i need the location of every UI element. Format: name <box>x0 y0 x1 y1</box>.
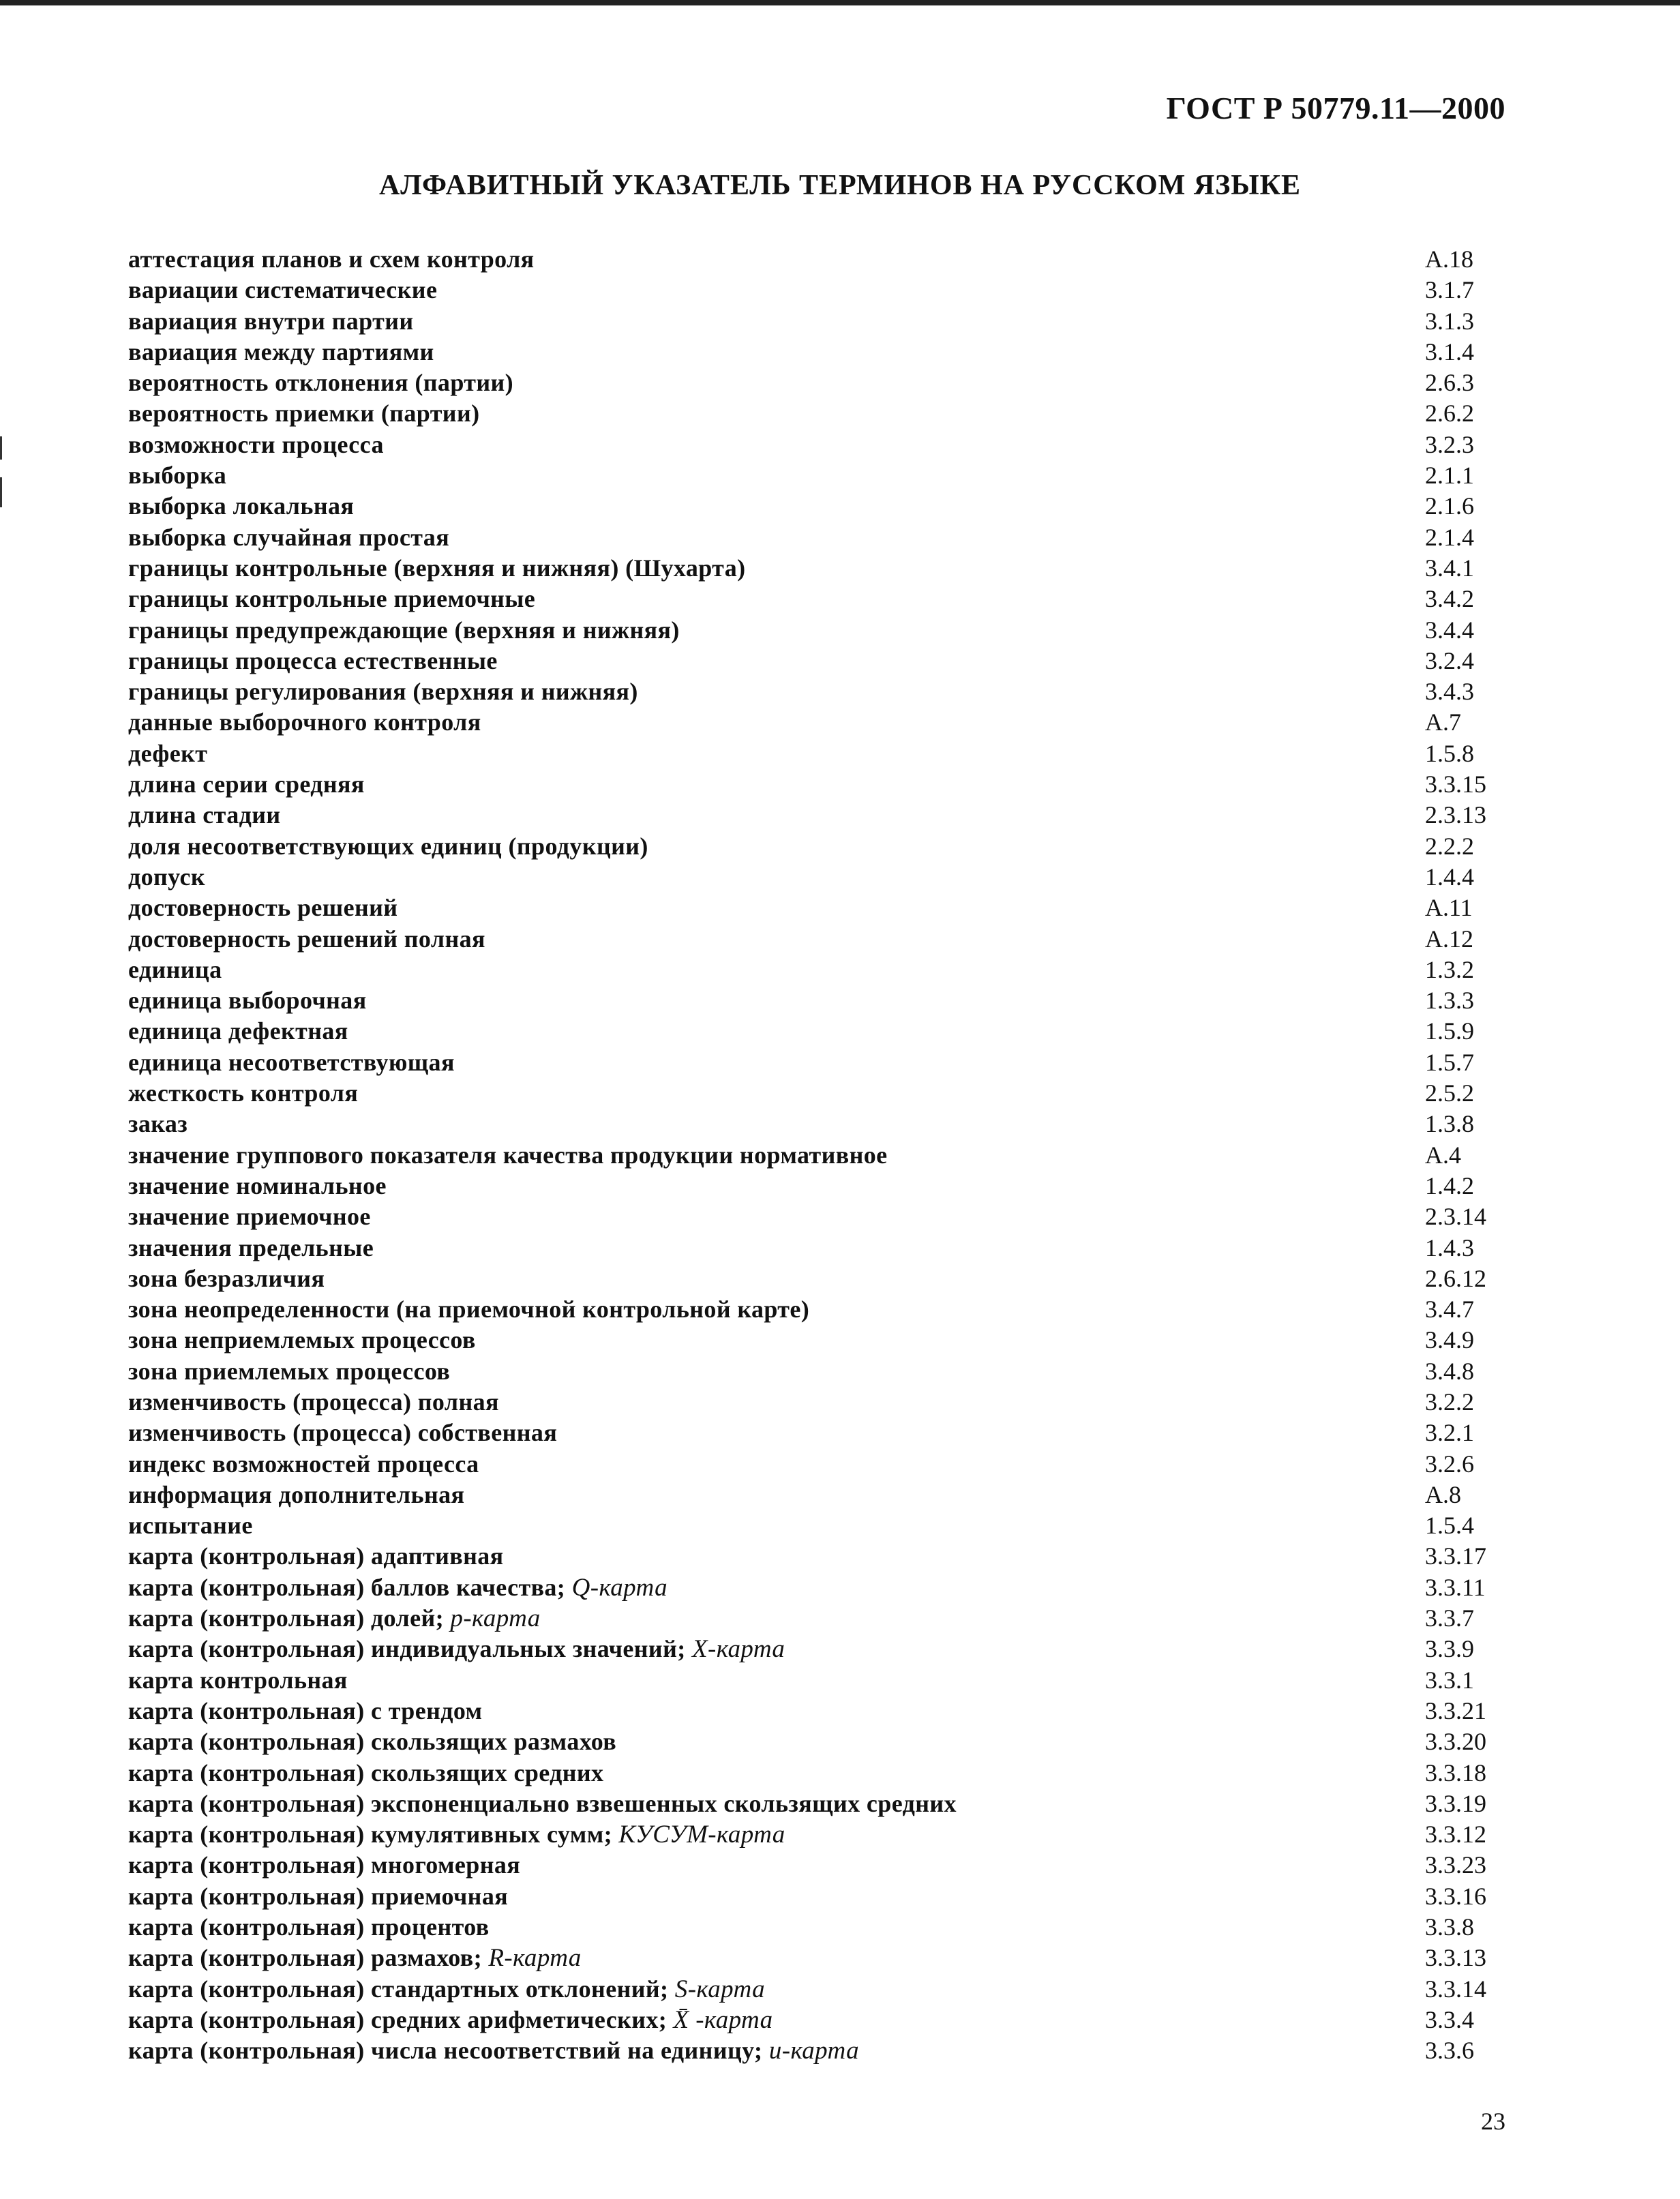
index-entry <box>128 368 1519 398</box>
term-text: вариации систематические <box>128 276 438 304</box>
index-reference: 1.5.9 <box>1425 1017 1474 1045</box>
term-text: границы регулирования (верхняя и нижняя) <box>128 678 638 706</box>
index-term <box>128 1850 520 1881</box>
index-reference: 3.2.4 <box>1425 646 1474 674</box>
index-term <box>128 1263 325 1294</box>
term-text: карта (контрольная) стандартных отклонений; <box>128 1975 675 2003</box>
term-text: выборка случайная простая <box>128 523 450 551</box>
index-term <box>128 1789 957 1819</box>
index-reference: 3.3.1 <box>1425 1666 1474 1694</box>
index-term <box>128 1047 455 1078</box>
term-text: индекс возможностей процесса <box>128 1450 479 1478</box>
term-text: изменчивость (процесса) собственная <box>128 1419 558 1447</box>
index-reference: 1.3.2 <box>1425 955 1474 983</box>
index-reference: 3.3.4 <box>1425 2005 1474 2033</box>
index-entry <box>128 862 1519 893</box>
index-entry <box>128 1171 1519 1201</box>
index-term <box>128 2035 859 2066</box>
index-term <box>128 1696 482 1726</box>
index-term <box>128 491 354 522</box>
term-text: выборка <box>128 462 227 490</box>
index-term <box>128 306 414 337</box>
index-reference: 3.4.4 <box>1425 616 1474 644</box>
index-entry <box>128 769 1519 800</box>
term-text: достоверность решений полная <box>128 925 485 953</box>
index-term <box>128 615 680 646</box>
term-chart-symbol: p-карта <box>450 1604 541 1633</box>
term-text: информация дополнительная <box>128 1480 465 1508</box>
index-reference: 2.6.3 <box>1425 369 1474 397</box>
term-index-list <box>128 244 1519 2067</box>
index-reference: 1.5.4 <box>1425 1512 1474 1540</box>
index-reference: 1.4.4 <box>1425 863 1474 891</box>
index-term <box>128 676 638 707</box>
index-reference: 3.3.8 <box>1425 1913 1474 1941</box>
index-term <box>128 1758 603 1789</box>
index-reference: 3.3.6 <box>1425 2037 1474 2065</box>
index-entry <box>128 1201 1519 1232</box>
term-text: вариация внутри партии <box>128 307 414 335</box>
index-term <box>128 2005 773 2035</box>
term-text: изменчивость (процесса) полная <box>128 1388 499 1416</box>
index-entry <box>128 1356 1519 1387</box>
index-entry <box>128 1881 1519 1912</box>
term-text: карта (контрольная) средних арифметических; <box>128 2005 674 2033</box>
term-text: карта (контрольная) с трендом <box>128 1696 483 1724</box>
index-reference: А.7 <box>1425 708 1461 736</box>
index-term <box>128 337 434 368</box>
index-term <box>128 460 226 491</box>
index-term <box>128 1171 387 1201</box>
term-text: зона приемлемых процессов <box>128 1357 451 1385</box>
index-entry <box>128 1140 1519 1171</box>
term-text: значение приемочное <box>128 1203 371 1231</box>
term-chart-symbol: X̄ -карта <box>673 2005 773 2034</box>
index-entry <box>128 738 1519 769</box>
index-entry <box>128 1603 1519 1634</box>
index-reference: 2.6.12 <box>1425 1264 1486 1292</box>
index-term <box>128 769 365 800</box>
index-entry <box>128 831 1519 862</box>
index-entry <box>128 1758 1519 1789</box>
index-reference: А.11 <box>1425 894 1473 922</box>
index-entry <box>128 1974 1519 2005</box>
term-text: карта (контрольная) экспоненциально взвешенных скользящих средних <box>128 1789 957 1817</box>
index-term <box>128 1016 348 1047</box>
index-entry <box>128 1541 1519 1572</box>
index-entry <box>128 1572 1519 1603</box>
term-text: аттестация планов и схем контроля <box>128 245 535 273</box>
index-reference: 2.6.2 <box>1425 400 1474 428</box>
index-term <box>128 800 281 831</box>
index-reference: 2.1.4 <box>1425 523 1474 551</box>
index-term <box>128 1140 888 1171</box>
term-text: единица дефектная <box>128 1017 348 1045</box>
index-entry <box>128 337 1519 368</box>
index-reference: 3.4.1 <box>1425 554 1474 582</box>
index-entry <box>128 1850 1519 1881</box>
index-reference: 2.5.2 <box>1425 1079 1474 1107</box>
index-entry <box>128 1078 1519 1109</box>
index-title: АЛФАВИТНЫЙ УКАЗАТЕЛЬ ТЕРМИНОВ НА РУССКОМ ЯЗЫКЕ <box>378 170 1302 201</box>
index-entry <box>128 275 1519 305</box>
term-text: карта (контрольная) процентов <box>128 1913 490 1941</box>
index-reference: 1.5.8 <box>1425 739 1474 767</box>
index-entry <box>128 1233 1519 1263</box>
index-entry <box>128 893 1519 923</box>
index-entry <box>128 707 1519 738</box>
index-entry <box>128 398 1519 429</box>
term-chart-symbol: X-карта <box>692 1635 785 1664</box>
term-text: вероятность отклонения (партии) <box>128 369 514 397</box>
index-reference: 3.1.4 <box>1425 338 1474 365</box>
term-text: карта (контрольная) индивидуальных значений; <box>128 1635 692 1663</box>
term-text: карта (контрольная) долей; <box>128 1604 451 1632</box>
index-term <box>128 1726 616 1757</box>
index-term <box>128 1201 371 1232</box>
index-entry <box>128 615 1519 646</box>
index-reference: 3.2.2 <box>1425 1388 1474 1416</box>
standard-code: ГОСТ Р 50779.11—2000 <box>1166 91 1505 125</box>
index-entry <box>128 1263 1519 1294</box>
margin-mark <box>0 436 2 460</box>
index-entry <box>128 1634 1519 1664</box>
index-entry <box>128 553 1519 584</box>
index-entry <box>128 676 1519 707</box>
index-reference: 3.3.20 <box>1425 1728 1486 1756</box>
index-entry <box>128 244 1519 275</box>
index-term <box>128 1418 557 1448</box>
index-reference: 3.3.11 <box>1425 1573 1486 1601</box>
index-term <box>128 1510 253 1541</box>
index-term <box>128 893 397 923</box>
index-entry <box>128 1943 1519 1973</box>
index-reference: 3.4.9 <box>1425 1326 1474 1354</box>
index-entry <box>128 1726 1519 1757</box>
index-entry <box>128 430 1519 460</box>
term-text: заказ <box>128 1110 188 1138</box>
term-text: карта (контрольная) адаптивная <box>128 1542 504 1570</box>
index-term <box>128 1572 668 1603</box>
index-reference: 3.4.7 <box>1425 1296 1474 1323</box>
index-entry <box>128 1016 1519 1047</box>
index-term <box>128 1634 785 1664</box>
index-entry <box>128 2005 1519 2035</box>
index-term <box>128 584 535 614</box>
term-text: достоверность решений <box>128 894 398 922</box>
term-chart-symbol: КУСУМ-карта <box>618 1821 785 1849</box>
index-term <box>128 1078 358 1109</box>
term-text: жесткость контроля <box>128 1079 359 1107</box>
term-text: зона неопределенности (на приемочной контрольной карте) <box>128 1296 810 1323</box>
index-term <box>128 831 648 862</box>
term-text: границы предупреждающие (верхняя и нижняя) <box>128 616 680 644</box>
term-text: карта (контрольная) приемочная <box>128 1882 509 1910</box>
index-reference: 3.4.2 <box>1425 585 1474 613</box>
index-reference: 3.3.15 <box>1425 771 1486 798</box>
index-term <box>128 738 207 769</box>
index-entry <box>128 2035 1519 2066</box>
index-entry <box>128 1912 1519 1943</box>
index-entry <box>128 1480 1519 1510</box>
term-text: значения предельные <box>128 1233 374 1261</box>
page-number: 23 <box>1481 2108 1505 2135</box>
index-reference: 3.3.14 <box>1425 1975 1486 2003</box>
term-chart-symbol: S-карта <box>674 1975 765 2003</box>
term-text: карта (контрольная) многомерная <box>128 1851 521 1879</box>
term-text: единица выборочная <box>128 987 367 1015</box>
index-reference: 3.3.23 <box>1425 1851 1486 1879</box>
index-entry <box>128 1789 1519 1819</box>
index-entry <box>128 1387 1519 1418</box>
index-term <box>128 275 437 305</box>
index-reference: А.12 <box>1425 925 1473 953</box>
term-text: вероятность приемки (партии) <box>128 400 480 428</box>
index-reference: 1.4.3 <box>1425 1233 1474 1261</box>
index-reference: А.4 <box>1425 1141 1461 1169</box>
term-text: данные выборочного контроля <box>128 708 481 736</box>
index-reference: 2.3.13 <box>1425 801 1486 829</box>
index-reference: 1.3.8 <box>1425 1110 1474 1138</box>
term-text: карта (контрольная) размахов; <box>128 1944 489 1972</box>
index-entry <box>128 491 1519 522</box>
index-entry <box>128 1510 1519 1541</box>
index-term <box>128 1974 765 2005</box>
index-reference: 3.2.3 <box>1425 430 1474 458</box>
index-entry <box>128 460 1519 491</box>
index-reference: 2.3.14 <box>1425 1203 1486 1231</box>
index-entry <box>128 1819 1519 1850</box>
index-entry <box>128 955 1519 985</box>
index-term <box>128 1912 490 1943</box>
index-reference: 3.3.7 <box>1425 1604 1474 1632</box>
index-entry <box>128 646 1519 676</box>
term-text: карта (контрольная) скользящих средних <box>128 1759 604 1786</box>
term-chart-symbol: Q-карта <box>571 1573 668 1602</box>
index-reference: 3.3.17 <box>1425 1542 1486 1570</box>
index-term <box>128 1233 374 1263</box>
index-entry <box>128 584 1519 614</box>
index-entry <box>128 306 1519 337</box>
index-reference: 3.3.18 <box>1425 1759 1486 1786</box>
index-entry <box>128 1449 1519 1480</box>
term-text: доля несоответствующих единиц (продукции) <box>128 832 648 860</box>
index-term <box>128 1603 541 1634</box>
index-entry <box>128 522 1519 553</box>
term-chart-symbol: u-карта <box>768 2037 860 2065</box>
index-reference: 3.3.9 <box>1425 1635 1474 1663</box>
index-term <box>128 1665 348 1696</box>
term-text: карта контрольная <box>128 1666 348 1694</box>
index-term <box>128 985 367 1016</box>
index-term <box>128 1881 508 1912</box>
index-entry <box>128 985 1519 1016</box>
term-text: единица несоответствующая <box>128 1048 455 1076</box>
term-text: единица <box>128 955 222 983</box>
index-reference: 3.3.19 <box>1425 1789 1486 1817</box>
margin-mark <box>0 477 2 507</box>
index-reference: 3.3.13 <box>1425 1944 1486 1972</box>
index-entry <box>128 1294 1519 1325</box>
index-term <box>128 368 513 398</box>
index-term <box>128 1449 479 1480</box>
index-entry <box>128 800 1519 831</box>
index-entry <box>128 1696 1519 1726</box>
index-reference: 3.2.6 <box>1425 1450 1474 1478</box>
index-term <box>128 1109 188 1139</box>
index-entry <box>128 1047 1519 1078</box>
index-term <box>128 1541 504 1572</box>
index-term <box>128 553 746 584</box>
index-reference: 3.1.7 <box>1425 276 1474 304</box>
term-text: границы процесса естественные <box>128 646 498 674</box>
index-term <box>128 1387 499 1418</box>
index-reference: А.18 <box>1425 245 1473 273</box>
index-entry <box>128 1109 1519 1139</box>
term-text: возможности процесса <box>128 430 384 458</box>
index-reference: 3.2.1 <box>1425 1419 1474 1447</box>
index-entry <box>128 1325 1519 1356</box>
index-term <box>128 1819 785 1850</box>
term-text: значение группового показателя качества продукции нормативное <box>128 1141 888 1169</box>
index-entry <box>128 1418 1519 1448</box>
term-text: карта (контрольная) числа несоответствий на единицу; <box>128 2037 769 2065</box>
index-entry <box>128 924 1519 955</box>
index-reference: 1.5.7 <box>1425 1048 1474 1076</box>
index-term <box>128 1325 476 1356</box>
index-reference: 2.1.1 <box>1425 462 1474 490</box>
term-text: границы контрольные (верхняя и нижняя) (Шухарта) <box>128 554 746 582</box>
index-term <box>128 955 222 985</box>
index-term <box>128 430 384 460</box>
index-term <box>128 244 535 275</box>
index-reference: 1.3.3 <box>1425 987 1474 1015</box>
index-term <box>128 1943 582 1973</box>
term-text: длина серии средняя <box>128 771 365 798</box>
index-entry <box>128 1665 1519 1696</box>
term-text: границы контрольные приемочные <box>128 585 536 613</box>
index-reference: 2.1.6 <box>1425 492 1474 520</box>
index-reference: 3.1.3 <box>1425 307 1474 335</box>
index-reference: 3.3.16 <box>1425 1882 1486 1910</box>
index-reference: 1.4.2 <box>1425 1171 1474 1199</box>
term-text: дефект <box>128 739 208 767</box>
index-reference: 3.3.12 <box>1425 1821 1486 1849</box>
index-term <box>128 1356 450 1387</box>
index-reference: А.8 <box>1425 1480 1461 1508</box>
term-text: зона безразличия <box>128 1264 325 1292</box>
term-chart-symbol: R-карта <box>488 1944 582 1973</box>
index-term <box>128 1294 809 1325</box>
term-text: выборка локальная <box>128 492 355 520</box>
term-text: зона неприемлемых процессов <box>128 1326 476 1354</box>
term-text: значение номинальное <box>128 1171 387 1199</box>
term-text: карта (контрольная) баллов качества; <box>128 1573 572 1601</box>
index-term <box>128 398 479 429</box>
index-term <box>128 1480 464 1510</box>
index-term <box>128 862 205 893</box>
index-reference: 3.4.8 <box>1425 1357 1474 1385</box>
index-reference: 3.3.21 <box>1425 1696 1486 1724</box>
index-term <box>128 522 449 553</box>
index-term <box>128 707 481 738</box>
term-text: допуск <box>128 863 205 891</box>
index-reference: 3.4.3 <box>1425 678 1474 706</box>
scan-top-edge <box>0 0 1680 5</box>
index-reference: 2.2.2 <box>1425 832 1474 860</box>
index-term <box>128 924 485 955</box>
term-text: карта (контрольная) кумулятивных сумм; <box>128 1821 619 1849</box>
term-text: испытание <box>128 1512 253 1540</box>
term-text: вариация между партиями <box>128 338 434 365</box>
term-text: длина стадии <box>128 801 281 829</box>
index-term <box>128 646 498 676</box>
term-text: карта (контрольная) скользящих размахов <box>128 1728 617 1756</box>
